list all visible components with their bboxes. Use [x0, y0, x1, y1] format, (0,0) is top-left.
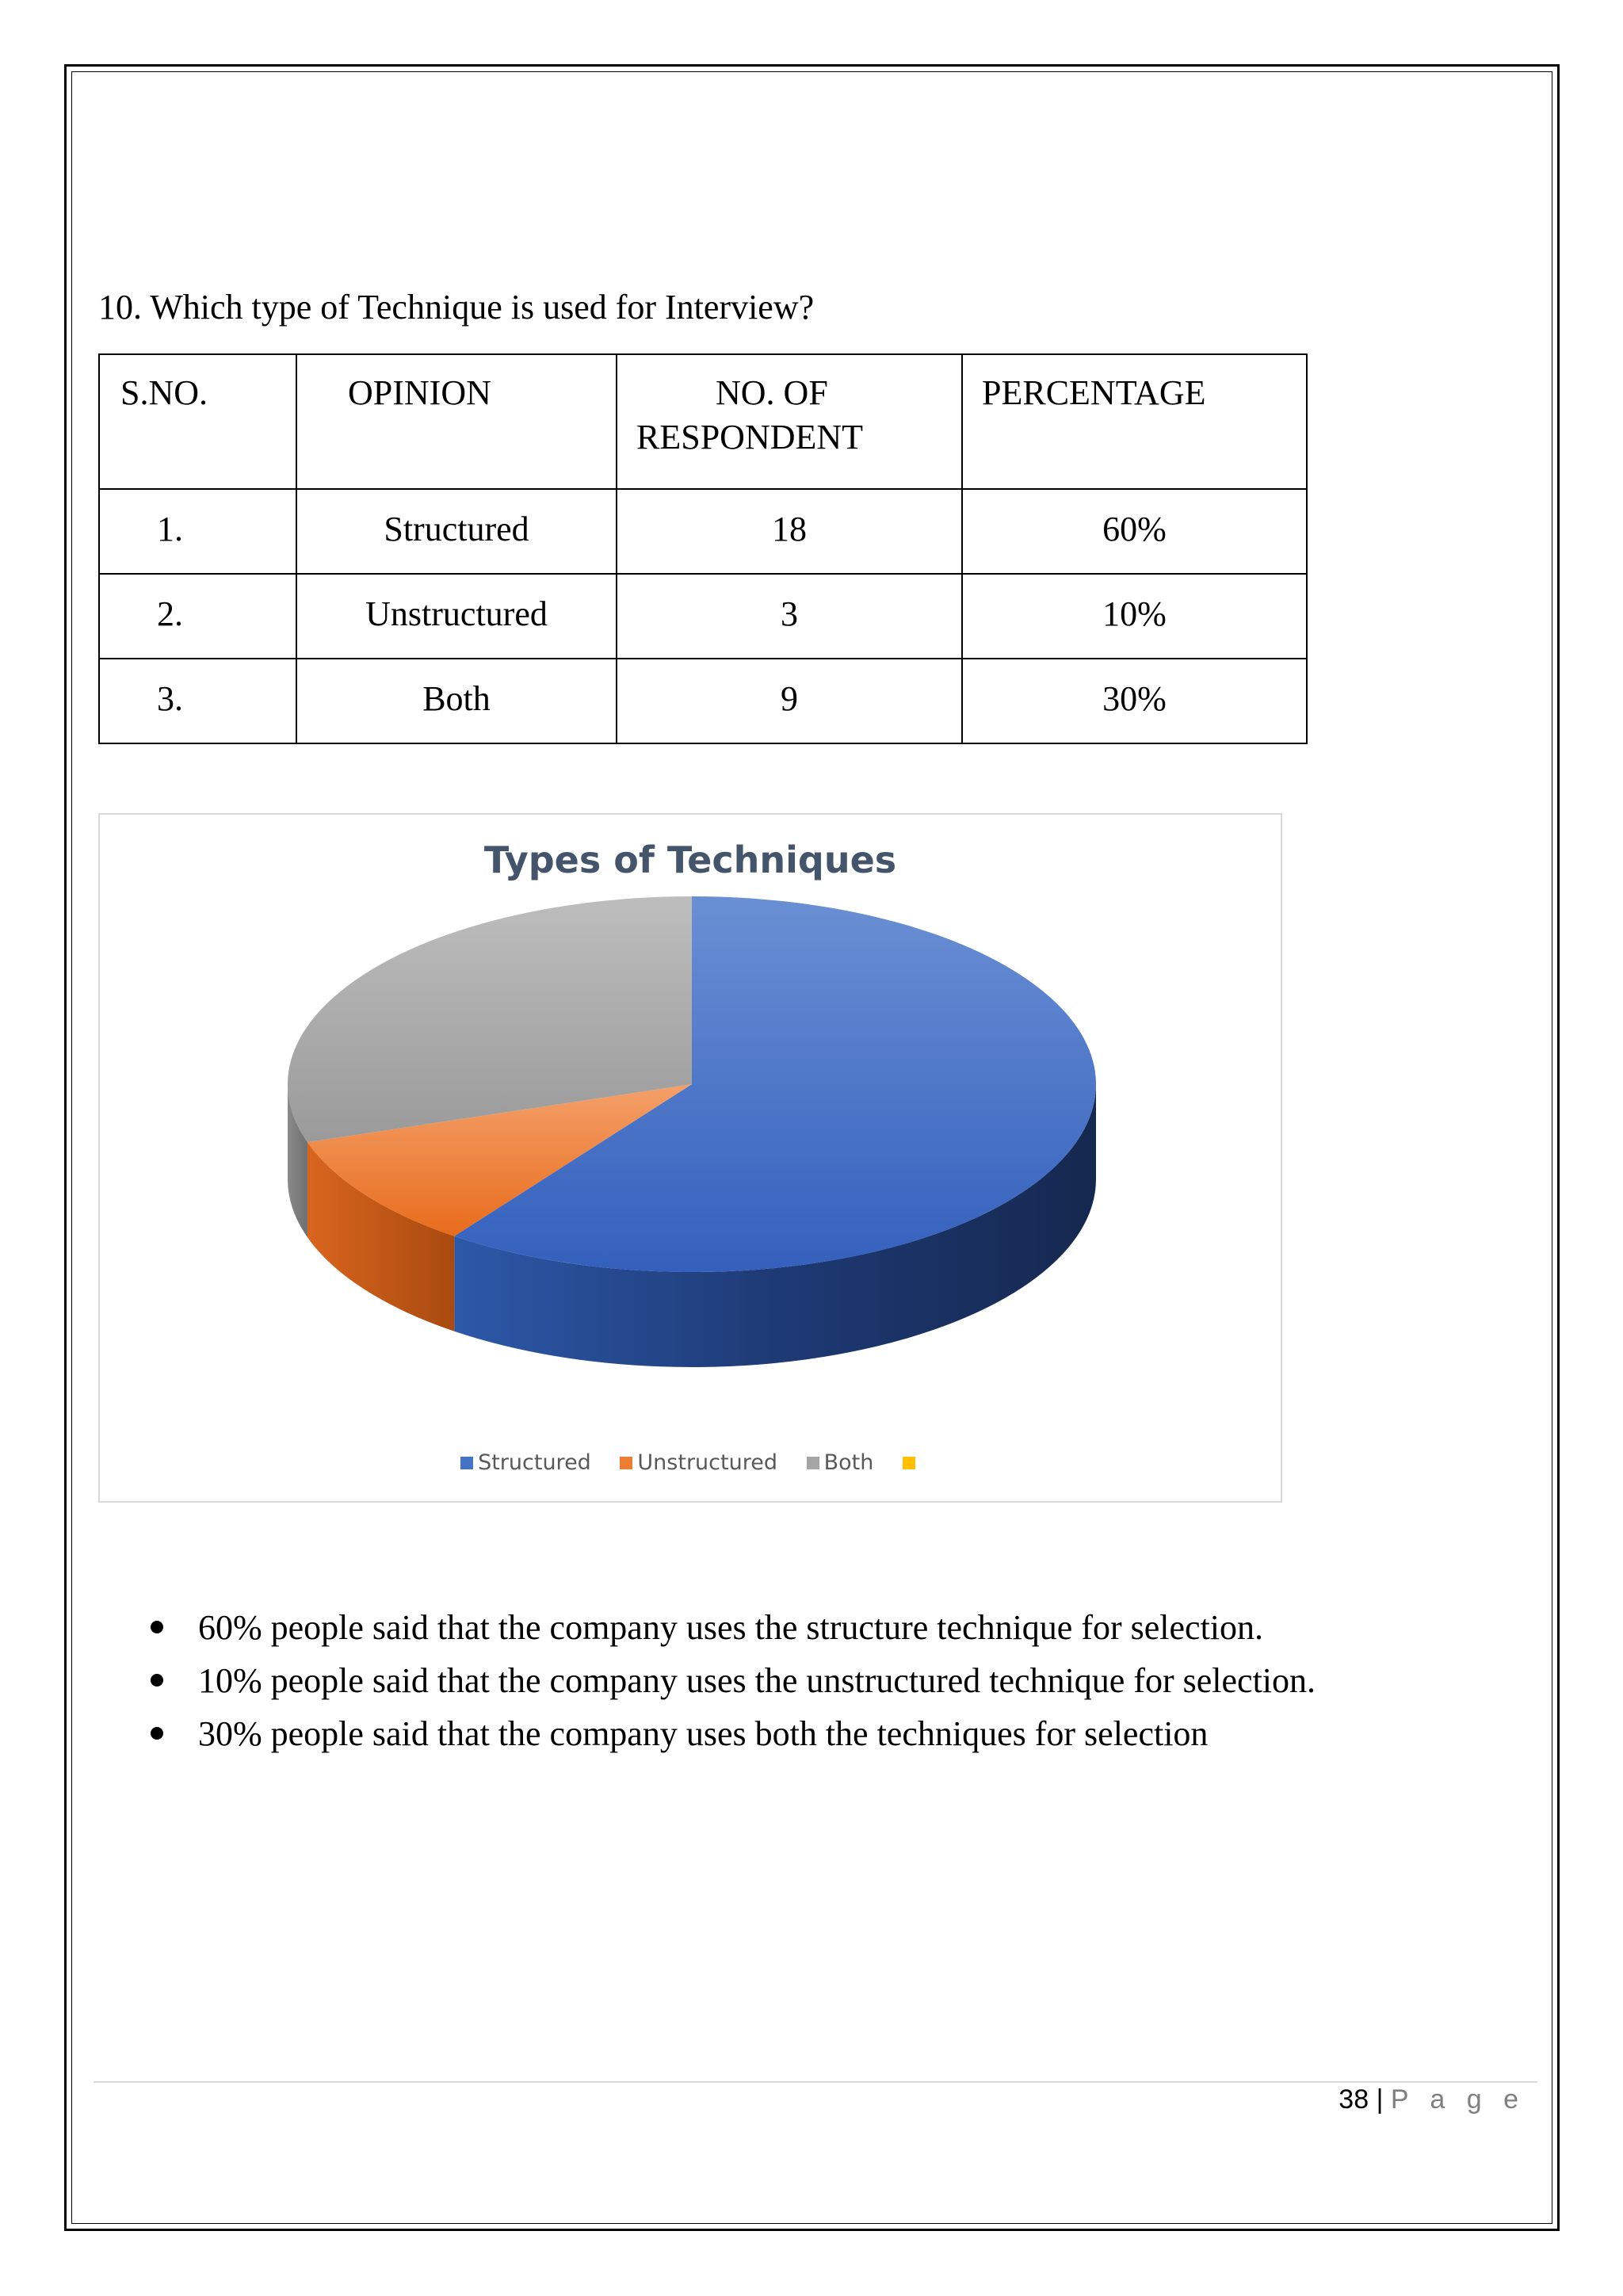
chart-legend [100, 1450, 1281, 1475]
legend-item-unstructured [620, 1450, 777, 1475]
pie-chart [100, 815, 1284, 1504]
bullet-icon [151, 1674, 163, 1687]
cell-sno: 1. [99, 489, 296, 574]
legend-label: Unstructured [637, 1450, 777, 1475]
list-item [151, 1707, 1316, 1760]
header-respondent [617, 354, 962, 489]
header-opinion: OPINION [296, 354, 617, 489]
cell-respondents: 18 [617, 489, 962, 574]
cell-percentage: 60% [962, 489, 1307, 574]
cell-respondents: 3 [617, 574, 962, 659]
cell-opinion: Both [296, 659, 617, 743]
bullet-text: 30% people said that the company uses both the techniques for selection [198, 1714, 1209, 1753]
page-number: 38 [1338, 2084, 1369, 2115]
legend-swatch [807, 1457, 819, 1469]
cell-respondents: 9 [617, 659, 962, 743]
cell-opinion: Structured [296, 489, 617, 574]
legend-swatch [620, 1457, 632, 1469]
bullet-text: 60% people said that the company uses the structure technique for selection. [198, 1608, 1264, 1647]
chart-title: Types of Techniques [483, 839, 897, 881]
footer-separator: | [1376, 2084, 1384, 2115]
legend-item-empty [903, 1450, 920, 1475]
header-respondent-line1: NO. OF [716, 373, 828, 412]
question-heading: 10. Which type of Technique is used for Interview? [98, 288, 815, 327]
cell-opinion: Unstructured [296, 574, 617, 659]
bullet-text: 10% people said that the company uses the unstructured technique for selection. [198, 1661, 1316, 1700]
footer-divider [94, 2081, 1537, 2083]
header-percentage: PERCENTAGE [962, 354, 1307, 489]
cell-percentage: 10% [962, 574, 1307, 659]
list-item [151, 1601, 1316, 1654]
legend-label: Structured [478, 1450, 591, 1475]
cell-sno: 3. [99, 659, 296, 743]
legend-swatch [460, 1457, 473, 1469]
page-footer [1338, 2084, 1526, 2115]
bullet-icon [151, 1621, 163, 1633]
legend-item-both [807, 1450, 874, 1475]
table-row [99, 659, 1307, 743]
response-table [98, 353, 1308, 744]
header-respondent-line2: RESPONDENT [636, 418, 864, 457]
header-sno: S.NO. [99, 354, 296, 489]
findings-list [151, 1601, 1316, 1760]
legend-item-structured [460, 1450, 591, 1475]
pie-chart-frame [98, 813, 1282, 1503]
cell-sno: 2. [99, 574, 296, 659]
legend-label: Both [823, 1450, 874, 1475]
table-header-row [99, 354, 1307, 489]
table-row [99, 574, 1307, 659]
table-row [99, 489, 1307, 574]
bullet-icon [151, 1727, 163, 1740]
cell-percentage: 30% [962, 659, 1307, 743]
list-item [151, 1654, 1316, 1707]
page-word: P a g e [1390, 2084, 1526, 2115]
legend-swatch-yellow [903, 1457, 915, 1469]
